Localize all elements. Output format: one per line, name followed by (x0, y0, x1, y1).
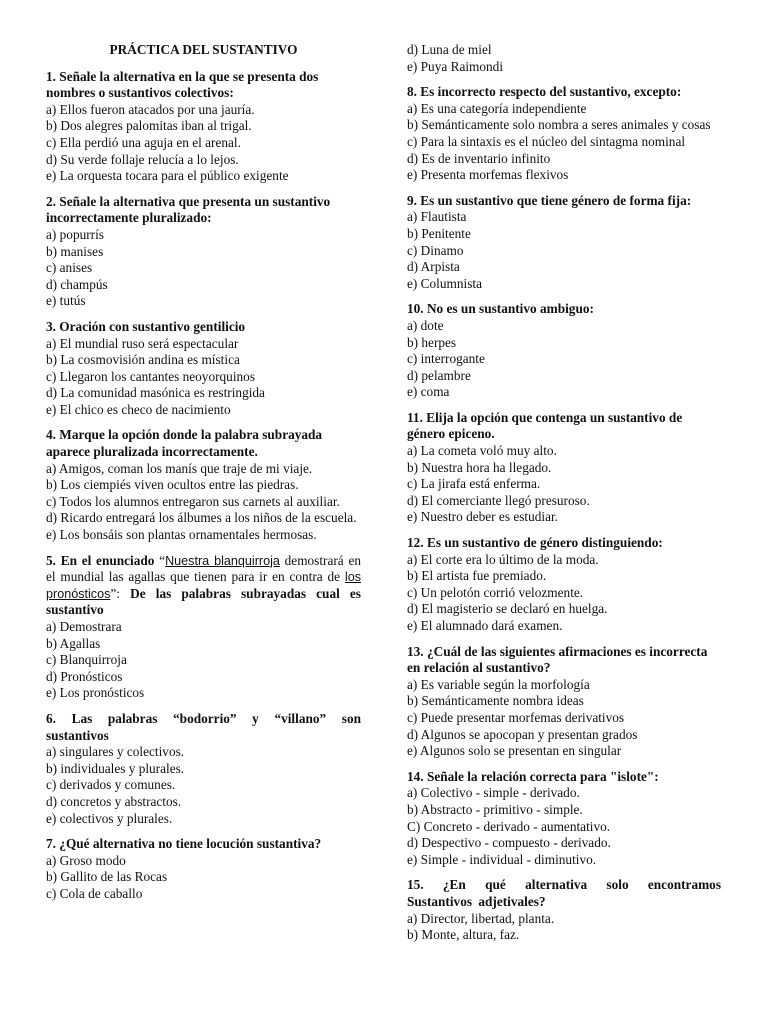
question-text: 2. Señale la alternativa que presenta un sustantivo incorrectamente pluralizado: (46, 193, 331, 226)
option-a: a) Amigos, coman los manís que traje de mi viaje. (46, 460, 313, 476)
option-c: c) interrogante (407, 351, 485, 367)
option-d: d) La comunidad masónica es restringida (46, 385, 265, 401)
question-8 (407, 84, 721, 184)
option-d: d) Es de inventario infinito (407, 150, 551, 166)
option-e: e) Nuestro deber es estudiar. (407, 509, 559, 525)
option-c: c) Dinamo (407, 242, 464, 258)
option-a: a) Demostrara (46, 619, 122, 634)
question-text: 1. Señale la alternativa en la que se presenta dos nombres o sustantivos colectivos: (46, 68, 319, 101)
question-text: 12. Es un sustantivo de género distinguiendo: (407, 535, 663, 551)
option-e: e) Los bonsáis son plantas ornamentales hermosas. (46, 527, 317, 543)
option-e: e) El chico es checo de nacimiento (46, 401, 231, 417)
question-15 (407, 877, 721, 943)
option-c: c) anises (46, 260, 93, 276)
option-b: b) Semánticamente solo nombra a seres animales y cosas (407, 117, 711, 133)
quote-open: “ (159, 552, 166, 568)
option-d: d) El magisterio se declaró en huelga. (407, 601, 608, 617)
question-suffix: De las palabras subrayadas cual es sustantivo (46, 585, 361, 618)
option-e: e) El alumnado dará examen. (407, 618, 563, 633)
question-text: 15. ¿En qué alternativa solo encontramos Sustantivos adjetivales? (407, 877, 721, 909)
option-e: e) La orquesta tocara para el público exigente (46, 168, 289, 184)
option-b: b) Agallas (46, 635, 101, 651)
option-a: a) Es una categoría independiente (407, 100, 587, 116)
option-e: e) tutús (46, 293, 86, 309)
option-e: e) coma (407, 384, 450, 400)
option-a: a) popurrís (46, 226, 104, 242)
option-a: a) Es variable según la morfología (407, 676, 590, 692)
option-d: d) Ricardo entregará los álbumes a los niños de la escuela. (46, 510, 357, 526)
option-d: d) Luna de miel (407, 42, 492, 57)
option-c: c) Llegaron los cantantes neoyorquinos (46, 368, 255, 384)
option-b: b) El artista fue premiado. (407, 568, 547, 584)
option-a: a) El mundial ruso será espectacular (46, 335, 239, 351)
option-b: b) Penitente (407, 225, 471, 241)
question-4 (46, 427, 361, 543)
option-c: c) Cola de caballo (46, 885, 143, 901)
option-e: e) Simple - individual - diminutivo. (407, 851, 597, 867)
quote-text: demostrará en el mundial las agallas que tienen para ir en contra de (46, 552, 362, 585)
option-d: d) El comerciante llegó presuroso. (407, 492, 590, 508)
option-c: c) derivados y comunes. (46, 777, 176, 793)
question-12 (407, 535, 721, 635)
option-c: c) La jirafa está enferma. (407, 476, 541, 492)
option-e: e) Presenta morfemas flexivos (407, 167, 569, 183)
option-a: a) dote (407, 317, 444, 333)
option-c: c) Para la sintaxis es el núcleo del sintagma nominal (407, 133, 686, 149)
question-13 (407, 644, 721, 760)
option-b: b) Abstracto - primitivo - simple. (407, 801, 583, 817)
question-7 (46, 836, 361, 902)
question-text (46, 553, 361, 619)
question-6 (46, 711, 361, 827)
question-prefix: 5. En el enunciado (46, 552, 160, 568)
option-d: d) Despectivo - compuesto - derivado. (407, 835, 611, 851)
option-c: C) Concreto - derivado - aumentativo. (407, 818, 611, 834)
option-b: b) manises (46, 243, 104, 259)
option-b: b) Nuestra hora ha llegado. (407, 459, 552, 475)
question-14 (407, 769, 721, 869)
option-d: d) concretos y abstractos. (46, 793, 182, 809)
option-c: c) Ella perdió una aguja en el arenal. (46, 134, 241, 150)
option-e: e) Algunos solo se presentan en singular (407, 743, 622, 759)
option-c: c) Todos los alumnos entregaron sus carnets al auxiliar. (46, 493, 340, 509)
option-e: e) Los pronósticos (46, 685, 145, 701)
underlined-phrase: los pronósticos (46, 570, 361, 601)
quote-close: ”: (110, 585, 121, 601)
page-title: PRÁCTICA DEL SUSTANTIVO (109, 42, 298, 57)
underlined-phrase: Nuestra blanquirroja (165, 553, 280, 568)
question-11 (407, 410, 721, 526)
option-a: a) Colectivo - simple - derivado. (407, 785, 580, 801)
question-text: 3. Oración con sustantivo gentilicio (46, 318, 246, 334)
left-column (46, 42, 361, 912)
question-2 (46, 194, 361, 310)
option-b: b) Monte, altura, faz. (407, 927, 520, 943)
option-b: b) Los ciempiés viven ocultos entre las piedras. (46, 477, 299, 493)
option-b: b) La cosmovisión andina es mística (46, 352, 240, 368)
option-a: a) Groso modo (46, 852, 126, 868)
option-a: a) Flautista (407, 209, 467, 225)
question-text: 9. Es un sustantivo que tiene género de forma fija: (407, 192, 692, 208)
question-text: 4. Marque la opción donde la palabra subrayada aparece pluralizada incorrectamente. (46, 427, 323, 460)
option-a: a) El corte era lo último de la moda. (407, 551, 599, 567)
option-a: a) singulares y colectivos. (46, 744, 185, 760)
question-text: 6. Las palabras “bodorrio” y “villano” son sustantivos (46, 710, 361, 743)
question-text: 11. Elija la opción que contenga un sustantivo de género epiceno. (407, 409, 683, 442)
option-b: b) individuales y plurales. (46, 760, 185, 776)
question-7-continued (407, 42, 721, 75)
option-b: b) Dos alegres palomitas iban al trigal. (46, 118, 252, 134)
option-a: a) Director, libertad, planta. (407, 910, 555, 926)
question-text: 7. ¿Qué alternativa no tiene locución sustantiva? (46, 836, 322, 852)
option-b: b) Gallito de las Rocas (46, 869, 168, 885)
question-text: 8. Es incorrecto respecto del sustantivo, excepto: (407, 84, 682, 100)
question-10 (407, 301, 721, 401)
question-5 (46, 553, 361, 702)
option-e: e) Columnista (407, 275, 482, 291)
question-9 (407, 193, 721, 293)
option-a: a) Ellos fueron atacados por una jauría. (46, 101, 255, 117)
option-b: b) Semánticamente nombra ideas (407, 693, 584, 709)
option-e: e) colectivos y plurales. (46, 810, 173, 826)
option-b: b) herpes (407, 334, 457, 350)
option-a: a) La cometa voló muy alto. (407, 443, 557, 459)
question-3 (46, 319, 361, 419)
question-text: 14. Señale la relación correcta para "islote": (407, 768, 659, 784)
right-column (407, 42, 721, 953)
option-e: e) Puya Raimondi (407, 58, 504, 74)
option-d: d) Algunos se apocopan y presentan grados (407, 726, 638, 742)
option-d: d) Arpista (407, 259, 460, 275)
question-1 (46, 69, 361, 185)
option-c: c) Puede presentar morfemas derivativos (407, 709, 625, 725)
option-c: c) Un pelotón corrió velozmente. (407, 584, 584, 600)
question-text: 13. ¿Cuál de las siguientes afirmaciones es incorrecta en relación al sustantivo? (407, 643, 708, 676)
option-d: d) Su verde follaje relucía a lo lejos. (46, 151, 239, 167)
question-text: 10. No es un sustantivo ambiguo: (407, 301, 594, 317)
option-c: c) Blanquirroja (46, 652, 127, 668)
option-d: d) Pronósticos (46, 668, 123, 684)
option-d: d) champús (46, 276, 108, 292)
option-d: d) pelambre (407, 367, 471, 383)
